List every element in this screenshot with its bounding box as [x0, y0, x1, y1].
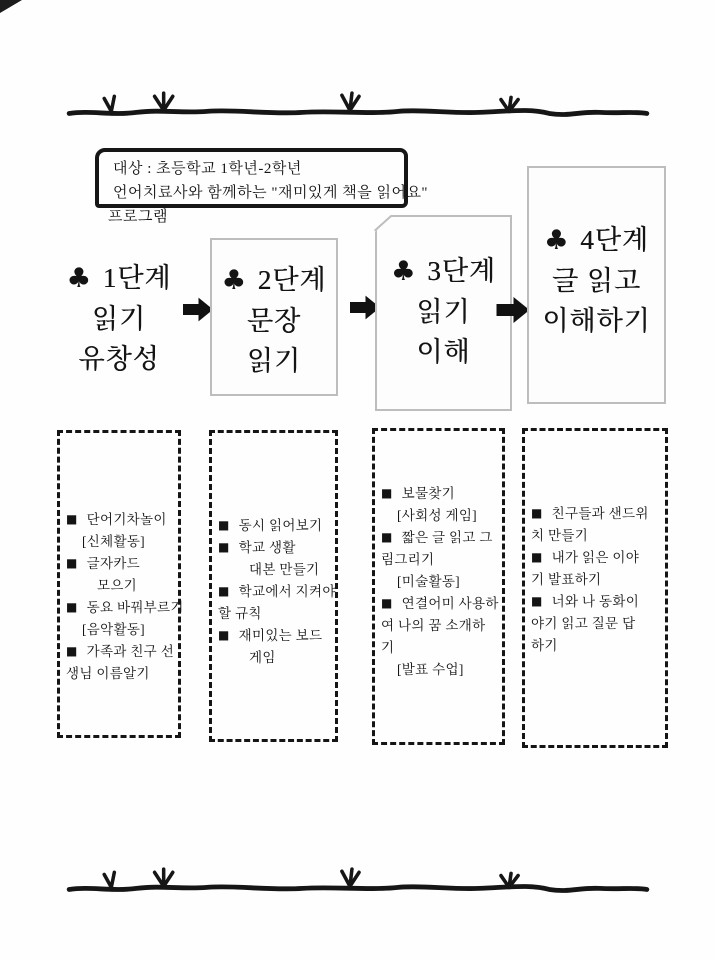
bullet-square-icon: ■	[381, 530, 393, 544]
activity-text: 짧은 글 읽고 그	[401, 530, 493, 545]
activity-line	[531, 591, 663, 613]
stage-2-line: 읽기	[246, 346, 302, 376]
activity-text: 모으기	[97, 578, 138, 593]
bullet-square-icon: ■	[218, 518, 230, 532]
activity-text: [음악활동]	[82, 622, 145, 637]
stage-1-block	[46, 258, 192, 379]
bullet-square-icon: ■	[218, 584, 230, 598]
club-icon: ♣	[66, 263, 91, 294]
activity-text: 기	[381, 640, 395, 655]
activity-line	[66, 663, 176, 685]
stage-1-line: 유창성	[78, 344, 160, 374]
bullet-square-icon: ■	[66, 644, 78, 658]
barbed-divider-icon	[66, 90, 650, 122]
activity-line	[381, 505, 500, 527]
activity-line	[381, 637, 500, 659]
stage-4-label: 4단계	[580, 225, 649, 255]
barbed-divider-icon	[66, 866, 650, 898]
activity-line	[66, 575, 176, 597]
activity-text: 기 발표하기	[531, 572, 602, 587]
activity-line	[531, 569, 663, 591]
activity-line	[381, 571, 500, 593]
bullet-square-icon: ■	[381, 596, 393, 610]
stage-4-line: 글 읽고	[552, 266, 641, 296]
activity-text: 내가 읽은 이야	[551, 550, 640, 565]
club-icon: ♣	[391, 256, 416, 287]
activity-text: 치 만들기	[531, 528, 589, 543]
activity-line	[381, 527, 500, 549]
activity-line	[218, 559, 333, 581]
activity-text: [신체활동]	[82, 534, 145, 549]
activity-line	[66, 619, 176, 641]
activity-line	[531, 503, 663, 525]
stage-1-line: 읽기	[91, 304, 147, 334]
bullet-square-icon: ■	[66, 512, 78, 526]
bullet-square-icon: ■	[66, 556, 78, 570]
program-word-text: 프로그램	[108, 209, 168, 225]
activity-text: 단어기차놀이	[86, 512, 167, 527]
activity-text: 학교에서 지켜야	[238, 584, 336, 599]
activity-line	[381, 659, 500, 681]
activity-line	[66, 531, 176, 553]
program-title-text: 언어치료사와 함께하는 "재미있게 책을 읽어요"	[113, 185, 429, 201]
activity-box-stage-2	[209, 430, 338, 742]
activity-text: 동요 바꿔부르기	[86, 600, 184, 615]
activity-line	[218, 647, 333, 669]
activity-box-stage-3	[372, 428, 505, 745]
bullet-square-icon: ■	[381, 486, 393, 500]
activity-text: 학교 생활	[238, 540, 296, 555]
program-header-box	[95, 148, 429, 225]
stage-1-label: 1단계	[102, 263, 172, 293]
stage-2-line: 문장	[246, 306, 302, 336]
activity-box-stage-1	[57, 430, 184, 738]
activity-text: 야기 읽고 질문 답	[531, 616, 636, 631]
stage-3-line: 읽기	[416, 297, 471, 327]
bullet-square-icon: ■	[531, 594, 543, 608]
bullet-square-icon: ■	[218, 540, 230, 554]
activity-line	[381, 615, 500, 637]
activity-line	[381, 549, 500, 571]
activity-line	[531, 525, 663, 547]
stage-3-card	[375, 215, 512, 411]
club-icon: ♣	[221, 265, 246, 296]
activity-line	[66, 597, 184, 619]
activity-text: 할 규칙	[218, 606, 262, 621]
activity-box-stage-4	[522, 428, 668, 748]
stage-4-line: 이해하기	[542, 306, 651, 336]
activity-text: 게임	[249, 650, 276, 665]
activity-text: 글자카드	[86, 556, 141, 571]
activity-line	[531, 635, 663, 657]
stage-3-label: 3단계	[427, 256, 496, 286]
stage-2-title	[212, 260, 336, 301]
activity-text: 보물찾기	[401, 486, 456, 501]
activity-line	[218, 537, 333, 559]
activity-text: 여 나의 꿈 소개하	[381, 618, 486, 633]
activity-text: 대본 만들기	[249, 562, 320, 577]
activity-line	[66, 509, 176, 531]
activity-line	[531, 613, 663, 635]
stage-3-line: 이해	[416, 337, 471, 367]
activity-text: 하기	[531, 638, 558, 653]
activity-text: 너와 나 동화이	[551, 594, 640, 609]
activity-text: [발표 수업]	[397, 662, 464, 677]
activity-line	[381, 593, 500, 615]
activity-text: [사회성 게임]	[397, 508, 477, 523]
activity-line	[218, 515, 333, 537]
activity-text: 가족과 친구 선	[86, 644, 175, 659]
club-icon: ♣	[544, 225, 569, 256]
activity-text: 동시 읽어보기	[238, 518, 323, 533]
activity-line	[531, 547, 663, 569]
stage-4-title	[529, 220, 664, 261]
activity-line	[381, 483, 500, 505]
activity-line	[218, 603, 333, 625]
stage-4-card	[527, 166, 666, 404]
scan-corner-artifact	[0, 0, 22, 13]
target-audience-text: 대상 : 초등학교 1학년-2학년	[113, 161, 302, 177]
activity-line	[66, 553, 176, 575]
activity-text: 친구들과 샌드위	[551, 506, 649, 521]
activity-text: 림그리기	[381, 552, 435, 567]
activity-text: 생님 이름알기	[66, 666, 150, 681]
activity-text: [미술활동]	[397, 574, 460, 589]
stage-3-title	[377, 251, 510, 292]
activity-text: 재미있는 보드	[238, 628, 323, 643]
stage-2-card	[210, 238, 338, 396]
bullet-square-icon: ■	[531, 506, 543, 520]
activity-line	[218, 625, 333, 647]
activity-line	[66, 641, 176, 663]
bullet-square-icon: ■	[66, 600, 78, 614]
bullet-square-icon: ■	[531, 550, 543, 564]
stage-1-title	[46, 258, 192, 299]
stage-2-label: 2단계	[257, 265, 327, 295]
activity-text: 연결어미 사용하	[401, 596, 499, 611]
activity-line	[218, 581, 336, 603]
bullet-square-icon: ■	[218, 628, 230, 642]
